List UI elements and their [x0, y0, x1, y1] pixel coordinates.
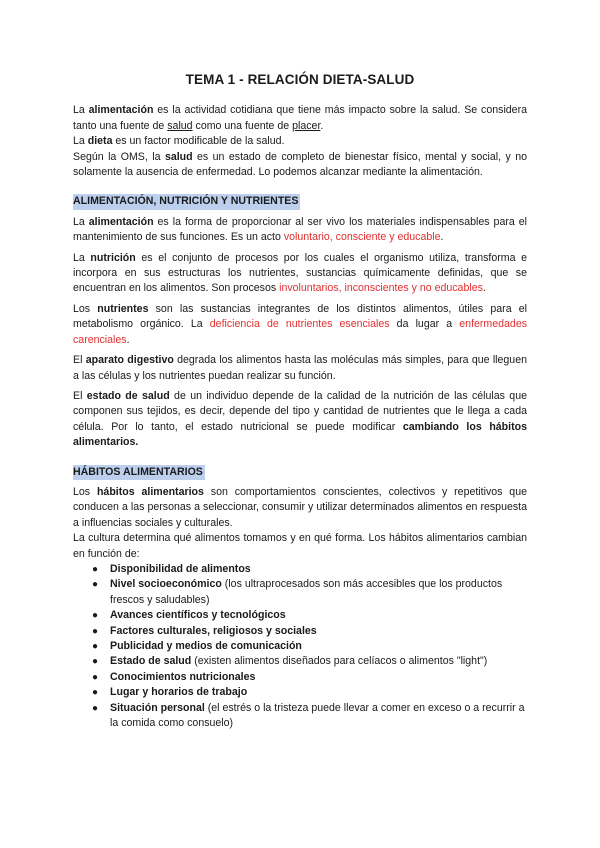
bullet-icon: ●	[92, 702, 99, 714]
text: Según la OMS, la	[73, 150, 165, 163]
bold-term: alimentación	[88, 215, 154, 228]
habits-list	[73, 562, 527, 731]
list-item	[92, 670, 527, 685]
list-item-detail: (el estrés o la tristeza puede llevar a comer en exceso o a recurrir a la comida como consuelo)	[110, 701, 525, 730]
section1-paragraph-3	[73, 302, 527, 348]
text: es la actividad cotidiana que tiene más impacto sobre la salud. Se considera tanto una fuente de	[73, 104, 527, 132]
bold-term: aparato digestivo	[85, 354, 174, 367]
text: .	[482, 282, 486, 295]
section1-paragraph-5	[73, 389, 527, 451]
text: El	[73, 354, 86, 367]
text: es un factor modificable de la salud.	[112, 135, 285, 148]
list-item-label: Factores culturales, religiosos y sociales	[110, 624, 317, 637]
bold-term: dieta	[87, 135, 113, 148]
list-item-label: Avances científicos y tecnológicos	[110, 609, 286, 622]
highlighted-term: voluntario, consciente y educable	[283, 231, 441, 244]
section-heading-habits: HÁBITOS ALIMENTARIOS	[73, 465, 205, 480]
text: La	[73, 104, 89, 117]
bold-term: alimentación	[88, 104, 154, 117]
list-item	[92, 639, 527, 654]
section-heading-nutrition: ALIMENTACIÓN, NUTRICIÓN Y NUTRIENTES	[73, 194, 300, 209]
list-item-label: Publicidad y medios de comunicación	[110, 640, 302, 652]
text: Los	[73, 302, 98, 315]
list-item-label: Conocimientos nutricionales	[110, 670, 256, 683]
text: son comportamientos conscientes, colectivos y repetitivos que conducen a las personas a seleccionar, consumir y utilizar determinados alimentos en respuesta a influencias sociales y culturales.	[73, 485, 527, 529]
text: como una fuente de	[192, 119, 293, 132]
highlighted-term: enfermedades carenciales	[73, 318, 528, 346]
highlighted-term: involuntarios, inconscientes y no educables	[279, 282, 483, 295]
list-item-detail: (existen alimentos diseñados para celíacos o alimentos "light")	[191, 655, 488, 668]
list-item-label: Lugar y horarios de trabajo	[110, 686, 248, 699]
text: .	[126, 333, 130, 346]
list-item	[92, 654, 527, 669]
section2-paragraph-1	[73, 485, 527, 531]
text: es un estado de completo de bienestar físico, mental y social, y no solamente la ausencia de enfermedad. Lo podemos alcanzar mediante la alimentación.	[73, 150, 527, 179]
section1-paragraph-1	[73, 215, 527, 246]
list-item	[92, 562, 527, 577]
text: El	[73, 389, 87, 402]
bold-term: nutrientes	[97, 302, 149, 315]
text: son las sustancias integrantes de los distintos alimentos, útiles para el metabolismo orgánico. La	[73, 302, 527, 331]
text: de un individuo depende de la calidad de la nutrición de las células que componen sus tejidos, es decir, depende del tipo y cantidad de nutrientes que le llega a cada célula. Por lo tanto, el estado nutricional se puede modificar	[73, 389, 527, 433]
text: .	[440, 231, 444, 244]
text: .	[320, 119, 324, 132]
bullet-icon: ●	[92, 563, 99, 575]
bold-term: hábitos alimentarios	[96, 485, 204, 498]
list-item	[92, 685, 527, 700]
bold-term: cambiando los hábitos alimentarios.	[73, 420, 527, 449]
bullet-icon: ●	[92, 641, 99, 652]
section-heading-wrapper	[73, 180, 527, 214]
section1-paragraph-4	[73, 353, 527, 384]
highlighted-term: deficiencia de nutrientes esenciales	[209, 318, 390, 331]
underlined-term: salud	[167, 119, 193, 132]
bold-term: salud	[164, 150, 193, 163]
bullet-icon: ●	[92, 625, 99, 637]
list-item-label: Situación personal	[110, 701, 205, 714]
bullet-icon: ●	[92, 687, 99, 699]
intro-paragraph-3	[73, 150, 527, 181]
list-item-label: Nivel socioeconómico	[110, 578, 222, 591]
text: La	[73, 215, 89, 228]
text: La	[73, 135, 88, 148]
bold-term: estado de salud	[86, 389, 170, 402]
section1-paragraph-2	[73, 251, 527, 297]
text: da lugar a	[389, 318, 460, 331]
list-item	[92, 624, 527, 639]
bullet-icon: ●	[92, 579, 99, 591]
bullet-icon: ●	[92, 671, 99, 683]
list-item-label: Disponibilidad de alimentos	[110, 562, 251, 575]
underlined-term: placer	[292, 119, 321, 132]
intro-paragraph-1	[73, 103, 527, 134]
bold-term: nutrición	[90, 251, 136, 264]
list-item	[92, 577, 527, 608]
text: degrada los alimentos hasta las moléculas más simples, para que lleguen a las células y los nutrientes puedan realizar su función.	[73, 354, 527, 382]
text: es la forma de proporcionar al ser vivo los materiales indispensables para el mantenimiento de sus funciones. Es un acto	[73, 215, 527, 244]
text: La	[73, 251, 91, 264]
section-heading-wrapper	[73, 451, 527, 485]
list-item	[92, 701, 527, 732]
text: Los	[73, 485, 97, 498]
page-title: TEMA 1 - RELACIÓN DIETA-SALUD	[185, 72, 415, 87]
list-item	[92, 608, 527, 623]
list-item-label: Estado de salud	[110, 655, 192, 668]
intro-paragraph-2	[73, 134, 527, 149]
bullet-icon: ●	[92, 610, 99, 622]
text: es el conjunto de procesos por los cuales el organismo utiliza, transforma e incorpora en sus estructuras los nutrientes, sustancias químicamente definidas, que se encuentran en los alimentos. Son procesos	[73, 251, 527, 295]
list-item-detail: (los ultraprocesados son más accesibles que los productos frescos y saludables)	[110, 578, 503, 606]
bullet-icon: ●	[92, 656, 99, 668]
section2-paragraph-2: La cultura determina qué alimentos tomamos y en qué forma. Los hábitos alimentarios cambian en función de:	[73, 532, 527, 560]
